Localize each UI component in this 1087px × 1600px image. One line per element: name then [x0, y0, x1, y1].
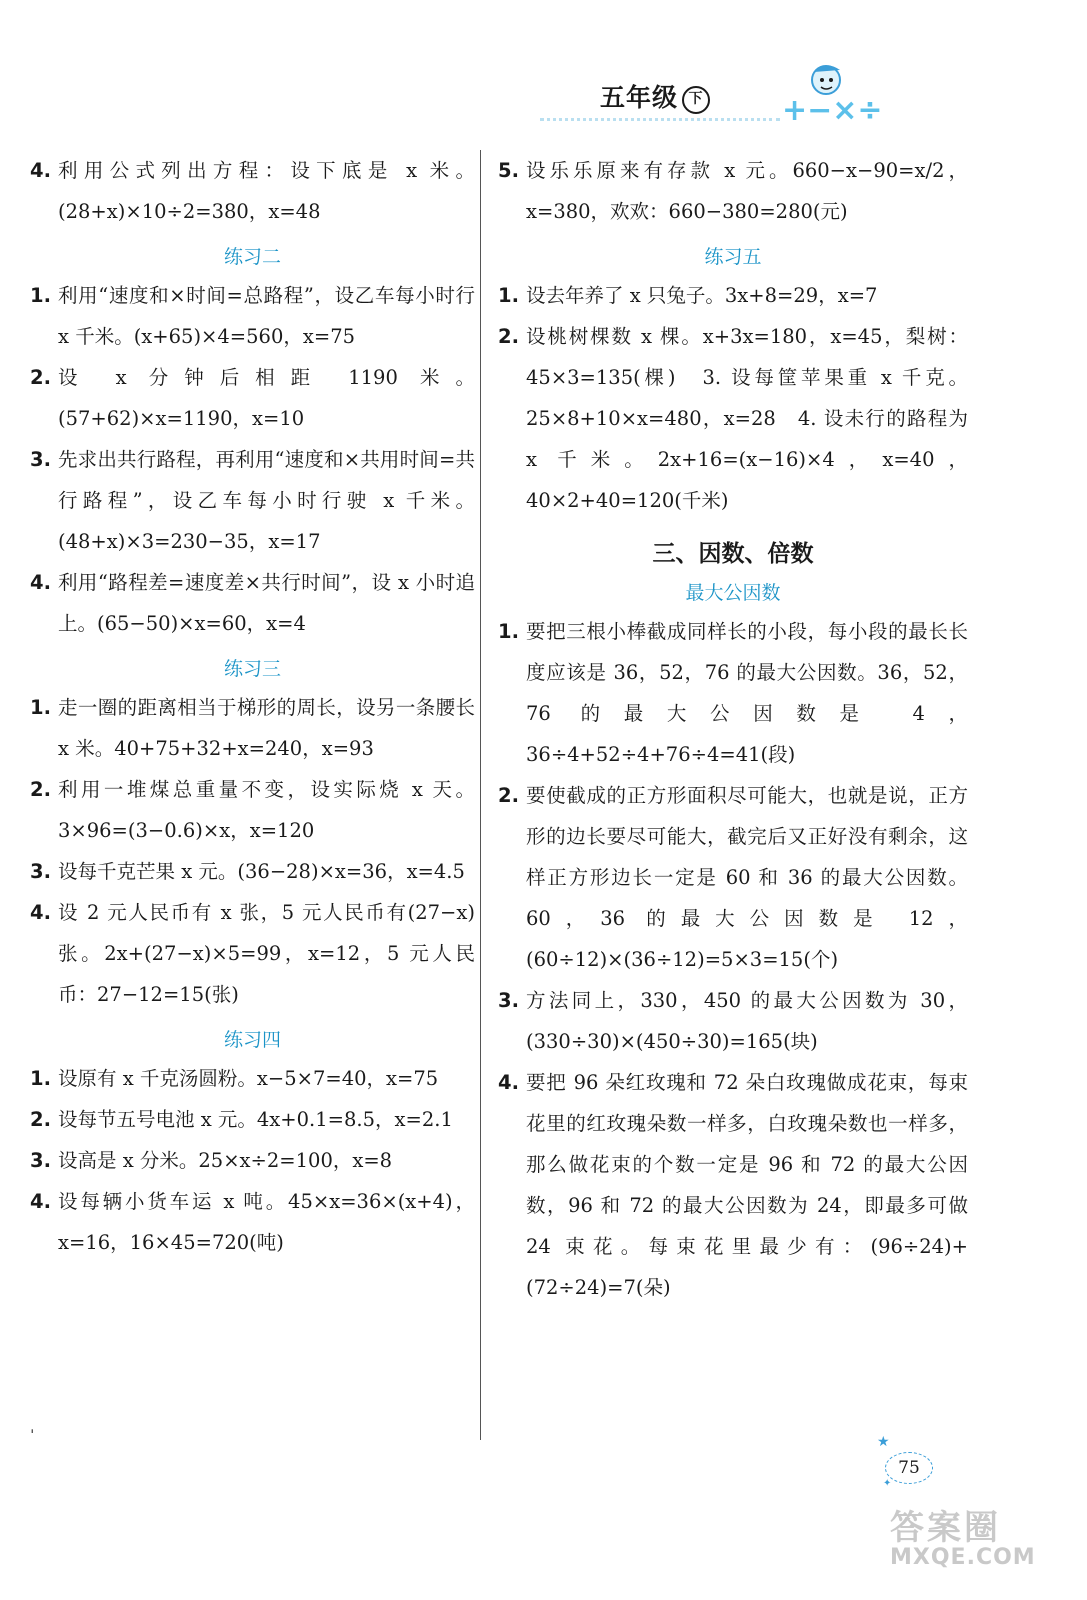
list-item: 1. 走一圈的距离相当于梯形的周长，设另一条腰长 x 米。40+75+32+x=240，x=93	[30, 696, 475, 760]
list-item: 1. 要把三根小棒截成同样长的小段，每小段的最长长度应该是 36，52，76 的最大公因数。36，52，76 的最大公因数是 4，36÷4+52÷4+76÷4=41(段)	[498, 620, 968, 766]
section-title: 练习二	[223, 246, 281, 268]
list-item: 2. 要使截成的正方形面积尽可能大，也就是说，正方形的边长要尽可能大，截完后又正好没有剩余，这样正方形边长一定是 60 和 36 的最大公因数。60，36 的最大公因数是 12，(60÷12)×(36÷12)=5×3=15(个)	[498, 784, 968, 971]
section-title: 最大公因数	[685, 582, 781, 604]
page-number: 75	[885, 1452, 933, 1484]
left-column	[30, 150, 475, 1263]
list-item: 3. 先求出共行路程，再利用“速度和×共用时间=共行路程”，设乙车每小时行驶 x 千米。(48+x)×3=230−35，x=17	[30, 448, 475, 553]
watermark	[890, 1500, 1036, 1570]
list-item: 3. 方法同上，330，450 的最大公因数为 30，(330÷30)×(450÷30)=165(块)	[498, 989, 968, 1053]
list-item: 1. 利用“速度和×时间=总路程”，设乙车每小时行 x 千米。(x+65)×4=560，x=75	[30, 284, 475, 348]
page-number-badge	[877, 1434, 933, 1489]
list-item: 1. 设去年养了 x 只兔子。3x+8=29，x=7	[498, 284, 878, 307]
list-item: 2. 设桃树棵数 x 棵。x+3x=180，x=45，梨树：45×3=135(棵) 3. 设每筐苹果重 x 千克。25×8+10×x=480，x=28 4. 设未行的路程为 x 千米。2x+16=(x−16)×4，x=40，40×2+40=120(千米)	[498, 325, 968, 512]
list-item: 2. 利用一堆煤总重量不变，设实际烧 x 天。3×96=(3−0.6)×x，x=120	[30, 778, 475, 842]
page-header	[540, 62, 920, 132]
list-item: 5. 设乐乐原来有存款 x 元。660−x−90=x/2，x=380，欢欢：660−380=280(元)	[498, 159, 968, 223]
list-item: 1. 设原有 x 千克汤圆粉。x−5×7=40，x=75	[30, 1067, 439, 1090]
list-item: 3. 设高是 x 分米。25×x÷2=100，x=8	[30, 1149, 393, 1172]
star-icon: ✦	[883, 1478, 892, 1489]
margin-mark: ˌ	[30, 1416, 35, 1435]
grade-label: 五年级	[600, 83, 679, 112]
list-item: 4. 要把 96 朵红玫瑰和 72 朵白玫瑰做成花束，每束花里的红玫瑰朵数一样多，白玫瑰朵数也一样多，那么做花束的个数一定是 96 和 72 的最大公因数，96 和 72 的最大公因数为 24，即最多可做 24 束花。每束花里最少有：(96÷24)+(72÷24)=7(朵)	[498, 1071, 968, 1299]
section-title: 练习五	[704, 246, 762, 268]
list-item: 4. 设每辆小货车运 x 吨。45×x=36×(x+4)，x=16，16×45=720(吨)	[30, 1190, 475, 1254]
right-column	[498, 150, 968, 1308]
header-dotted-line	[540, 118, 780, 121]
section-title: 练习四	[223, 1029, 281, 1051]
column-divider	[480, 150, 481, 1440]
list-item: 2. 设每节五号电池 x 元。4x+0.1=8.5，x=2.1	[30, 1108, 453, 1131]
section-title: 练习三	[223, 658, 281, 680]
grade-title	[600, 78, 710, 114]
list-item: 4. 利用公式列出方程：设下底是 x 米。(28+x)×10÷2=380，x=48	[30, 159, 475, 223]
mascot-math-symbols-icon	[780, 62, 910, 132]
star-icon: ★	[877, 1434, 890, 1450]
watermark-top: 答案圈	[890, 1508, 1001, 1548]
chapter-title: 三、因数、倍数	[652, 541, 814, 567]
list-item: 4. 利用“路程差=速度差×共行时间”，设 x 小时追上。(65−50)×x=60，x=4	[30, 571, 475, 635]
list-item: 4. 设 2 元人民币有 x 张，5 元人民币有(27−x)张。2x+(27−x)×5=99，x=12，5 元人民币：27−12=15(张)	[30, 901, 475, 1006]
list-item: 2. 设 x 分钟后相距 1190 米。(57+62)×x=1190，x=10	[30, 366, 475, 430]
watermark-bottom: MXQE.COM	[890, 1545, 1036, 1570]
volume-badge: 下	[682, 86, 710, 114]
list-item: 3. 设每千克芒果 x 元。(36−28)×x=36，x=4.5	[30, 860, 465, 883]
svg-text:+−×÷: +−×÷	[782, 93, 883, 128]
